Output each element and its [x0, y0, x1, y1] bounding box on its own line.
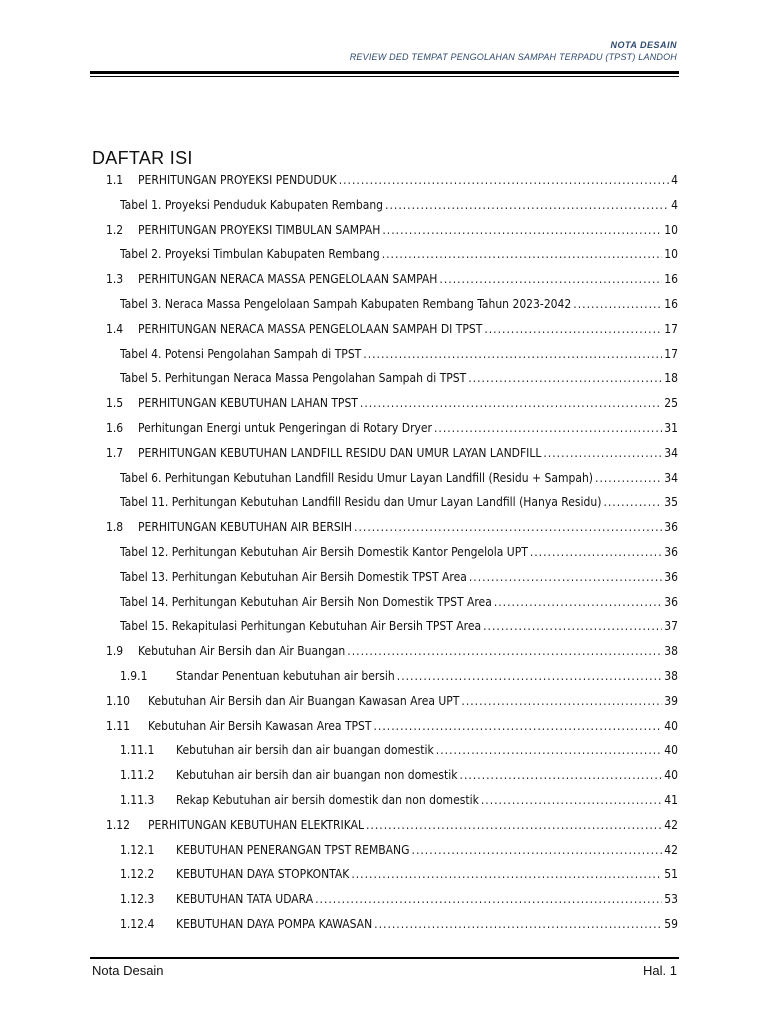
- toc-entry-number: 1.11.2: [120, 768, 155, 783]
- toc-dot-leader: [436, 742, 662, 758]
- toc-entry[interactable]: [92, 271, 678, 296]
- toc-entry-title: Kebutuhan Air Bersih Kawasan Area TPST: [148, 718, 372, 733]
- page-header: [350, 40, 677, 62]
- toc-entry[interactable]: [92, 742, 678, 767]
- toc-entry-number: 1.10: [106, 693, 131, 708]
- toc-entry-page: 18: [664, 371, 678, 386]
- toc-entry[interactable]: [92, 321, 678, 346]
- toc-entry-number: 1.9: [106, 644, 124, 659]
- toc-dot-leader: [573, 296, 662, 312]
- toc-entry-title: Perhitungan Energi untuk Pengeringan di Rotary Dryer: [138, 420, 432, 435]
- toc-entry[interactable]: [92, 668, 678, 693]
- toc-entry-number: 1.5: [106, 396, 124, 411]
- toc-entry-page: 25: [664, 396, 678, 411]
- toc-entry-title: Standar Penentuan kebutuhan air bersih: [176, 668, 395, 683]
- toc-dot-leader: [354, 519, 662, 535]
- toc-entry-page: 38: [664, 668, 678, 683]
- toc-entry-title: Kebutuhan Air Bersih dan Air Buangan Kawasan Area UPT: [148, 693, 460, 708]
- toc-dot-leader: [363, 346, 662, 362]
- toc-dot-leader: [374, 718, 663, 734]
- toc-dot-leader: [484, 321, 662, 337]
- toc-entry[interactable]: [92, 594, 678, 619]
- toc-title: DAFTAR ISI: [92, 148, 193, 168]
- toc-dot-leader: [481, 792, 662, 808]
- toc-entry-title: Rekap Kebutuhan air bersih domestik dan non domestik: [176, 792, 479, 807]
- toc-entry-page: 42: [664, 817, 678, 832]
- toc-entry-page: 31: [664, 420, 678, 435]
- header-rule-thick: [90, 71, 679, 74]
- footer-page-number: Hal. 1: [643, 963, 677, 978]
- toc-entry[interactable]: [92, 519, 678, 544]
- toc-entry[interactable]: [92, 370, 678, 395]
- toc-entry-title: Tabel 4. Potensi Pengolahan Sampah di TPST: [120, 346, 362, 361]
- toc-entry-title: KEBUTUHAN DAYA POMPA KAWASAN: [176, 916, 373, 931]
- toc-entry[interactable]: [92, 494, 678, 519]
- toc-entry-page: 37: [664, 619, 678, 634]
- table-of-contents: [92, 172, 678, 941]
- toc-entry[interactable]: [92, 395, 678, 420]
- toc-entry[interactable]: [92, 792, 678, 817]
- toc-entry[interactable]: [92, 172, 678, 197]
- toc-entry-title: Tabel 15. Rekapitulasi Perhitungan Kebutuhan Air Bersih TPST Area: [120, 619, 482, 634]
- toc-entry-title: PERHITUNGAN NERACA MASSA PENGELOLAAN SAMPAH: [138, 272, 438, 287]
- toc-dot-leader: [374, 916, 662, 932]
- toc-dot-leader: [339, 172, 669, 188]
- toc-entry-number: 1.3: [106, 272, 124, 287]
- header-rule-thin: [90, 76, 679, 77]
- toc-entry[interactable]: [92, 346, 678, 371]
- toc-dot-leader: [469, 569, 662, 585]
- toc-dot-leader: [347, 643, 662, 659]
- toc-entry-page: 40: [664, 743, 678, 758]
- toc-entry-page: 51: [664, 867, 678, 882]
- toc-dot-leader: [460, 767, 663, 783]
- toc-dot-leader: [439, 271, 662, 287]
- toc-entry[interactable]: [92, 222, 678, 247]
- toc-entry-page: 36: [664, 594, 678, 609]
- toc-entry-title: PERHITUNGAN KEBUTUHAN ELEKTRIKAL: [148, 817, 364, 832]
- toc-entry-title: Kebutuhan air bersih dan air buangan domestik: [176, 743, 434, 758]
- toc-entry-page: 34: [664, 470, 678, 485]
- toc-entry-page: 59: [664, 916, 678, 931]
- toc-entry-title: PERHITUNGAN KEBUTUHAN LANDFILL RESIDU DAN UMUR LAYAN LANDFILL: [138, 445, 542, 460]
- toc-dot-leader: [382, 222, 662, 238]
- toc-entry-number: 1.12: [106, 817, 131, 832]
- toc-dot-leader: [461, 693, 662, 709]
- toc-entry-number: 1.12.3: [120, 892, 155, 907]
- header-project-title: REVIEW DED TEMPAT PENGOLAHAN SAMPAH TERPADU (TPST) LANDOH: [349, 52, 677, 62]
- toc-entry-number: 1.4: [106, 321, 124, 336]
- toc-entry-title: PERHITUNGAN PROYEKSI TIMBULAN SAMPAH: [138, 222, 381, 237]
- toc-entry-page: 42: [664, 842, 678, 857]
- toc-entry-page: 16: [664, 272, 678, 287]
- header-doc-type: NOTA DESAIN: [610, 40, 677, 50]
- toc-entry-number: 1.7: [106, 445, 124, 460]
- toc-entry-title: KEBUTUHAN DAYA STOPKONTAK: [176, 867, 350, 882]
- toc-entry-page: 16: [664, 296, 678, 311]
- toc-entry[interactable]: [92, 866, 678, 891]
- toc-entry-page: 10: [664, 222, 678, 237]
- toc-entry[interactable]: [92, 842, 678, 867]
- footer-doc-name: Nota Desain: [92, 963, 164, 978]
- footer-rule: [90, 957, 679, 959]
- toc-dot-leader: [483, 618, 662, 634]
- toc-entry[interactable]: [92, 197, 678, 222]
- toc-entry[interactable]: [92, 916, 678, 941]
- toc-entry-title: PERHITUNGAN KEBUTUHAN LAHAN TPST: [138, 396, 358, 411]
- toc-entry-page: 38: [664, 644, 678, 659]
- toc-entry-page: 10: [664, 247, 678, 262]
- toc-entry-page: 39: [664, 693, 678, 708]
- toc-dot-leader: [382, 246, 663, 262]
- toc-entry-title: PERHITUNGAN KEBUTUHAN AIR BERSIH: [138, 520, 353, 535]
- toc-dot-leader: [468, 370, 662, 386]
- toc-dot-leader: [603, 494, 662, 510]
- toc-entry[interactable]: [92, 544, 678, 569]
- toc-dot-leader: [543, 445, 662, 461]
- toc-entry-page: 34: [664, 445, 678, 460]
- toc-entry[interactable]: [92, 817, 678, 842]
- toc-entry-number: 1.12.4: [120, 916, 155, 931]
- toc-dot-leader: [315, 891, 662, 907]
- toc-entry-number: 1.1: [106, 173, 124, 187]
- toc-dot-leader: [385, 197, 669, 213]
- toc-dot-leader: [397, 668, 663, 684]
- toc-entry-page: 41: [664, 792, 678, 807]
- toc-entry-title: Tabel 1. Proyeksi Penduduk Kabupaten Rembang: [120, 197, 384, 212]
- toc-entry-title: Kebutuhan Air Bersih dan Air Buangan: [138, 644, 346, 659]
- toc-dot-leader: [360, 395, 662, 411]
- toc-entry-page: 35: [664, 495, 678, 510]
- toc-entry-title: Tabel 2. Proyeksi Timbulan Kabupaten Rembang: [120, 247, 380, 262]
- toc-entry-number: 1.6: [106, 420, 124, 435]
- toc-entry-page: 36: [664, 520, 678, 535]
- toc-entry-number: 1.12.2: [120, 867, 155, 882]
- toc-entry-page: 4: [671, 197, 678, 212]
- toc-entry-page: 53: [664, 892, 678, 907]
- toc-entry-title: Tabel 5. Perhitungan Neraca Massa Pengolahan Sampah di TPST: [120, 371, 467, 386]
- toc-entry-title: Kebutuhan air bersih dan air buangan non domestik: [176, 768, 458, 783]
- toc-entry-title: Tabel 6. Perhitungan Kebutuhan Landfill Residu Umur Layan Landfill (Residu + Sampah): [120, 470, 594, 485]
- toc-entry-page: 4: [671, 173, 678, 187]
- toc-entry[interactable]: [92, 445, 678, 470]
- toc-entry-number: 1.2: [106, 222, 124, 237]
- toc-entry[interactable]: [92, 718, 678, 743]
- toc-entry-page: 36: [664, 544, 678, 559]
- toc-entry[interactable]: [92, 693, 678, 718]
- toc-entry-page: 40: [664, 718, 678, 733]
- toc-entry-title: Tabel 12. Perhitungan Kebutuhan Air Bersih Domestik Kantor Pengelola UPT: [120, 544, 528, 559]
- toc-entry[interactable]: [92, 420, 678, 445]
- toc-entry-title: KEBUTUHAN TATA UDARA: [176, 892, 314, 907]
- toc-entry-title: Tabel 3. Neraca Massa Pengelolaan Sampah Kabupaten Rembang Tahun 2023-2042: [120, 296, 572, 311]
- toc-entry[interactable]: [92, 246, 678, 271]
- toc-entry-title: PERHITUNGAN NERACA MASSA PENGELOLAAN SAMPAH DI TPST: [138, 321, 483, 336]
- toc-dot-leader: [351, 866, 662, 882]
- toc-entry[interactable]: [92, 470, 678, 495]
- toc-entry[interactable]: [92, 296, 678, 321]
- toc-entry-title: Tabel 13. Perhitungan Kebutuhan Air Bersih Domestik TPST Area: [120, 569, 467, 584]
- toc-entry-number: 1.8: [106, 520, 124, 535]
- toc-entry-title: KEBUTUHAN PENERANGAN TPST REMBANG: [176, 842, 410, 857]
- toc-entry-title: Tabel 11. Perhitungan Kebutuhan Landfill Residu dan Umur Layan Landfill (Hanya Residu): [120, 495, 602, 510]
- toc-dot-leader: [595, 470, 662, 486]
- toc-entry-title: PERHITUNGAN PROYEKSI PENDUDUK: [138, 173, 337, 187]
- toc-dot-leader: [494, 594, 662, 610]
- toc-dot-leader: [434, 420, 662, 436]
- toc-entry-number: 1.11: [106, 718, 131, 733]
- toc-entry[interactable]: [92, 618, 678, 643]
- toc-entry-number: 1.12.1: [120, 842, 155, 857]
- toc-entry-page: 36: [664, 569, 678, 584]
- toc-entry[interactable]: [92, 767, 678, 792]
- toc-entry[interactable]: [92, 569, 678, 594]
- toc-entry-page: 17: [664, 321, 678, 336]
- toc-entry-title: Tabel 14. Perhitungan Kebutuhan Air Bersih Non Domestik TPST Area: [120, 594, 492, 609]
- toc-dot-leader: [530, 544, 662, 560]
- toc-entry-number: 1.9.1: [120, 668, 148, 683]
- toc-entry-number: 1.11.3: [120, 792, 155, 807]
- toc-dot-leader: [366, 817, 662, 833]
- toc-entry[interactable]: [92, 643, 678, 668]
- toc-entry-number: 1.11.1: [120, 743, 155, 758]
- toc-dot-leader: [412, 842, 663, 858]
- toc-entry-page: 17: [664, 346, 678, 361]
- toc-entry-page: 40: [664, 768, 678, 783]
- toc-entry[interactable]: [92, 891, 678, 916]
